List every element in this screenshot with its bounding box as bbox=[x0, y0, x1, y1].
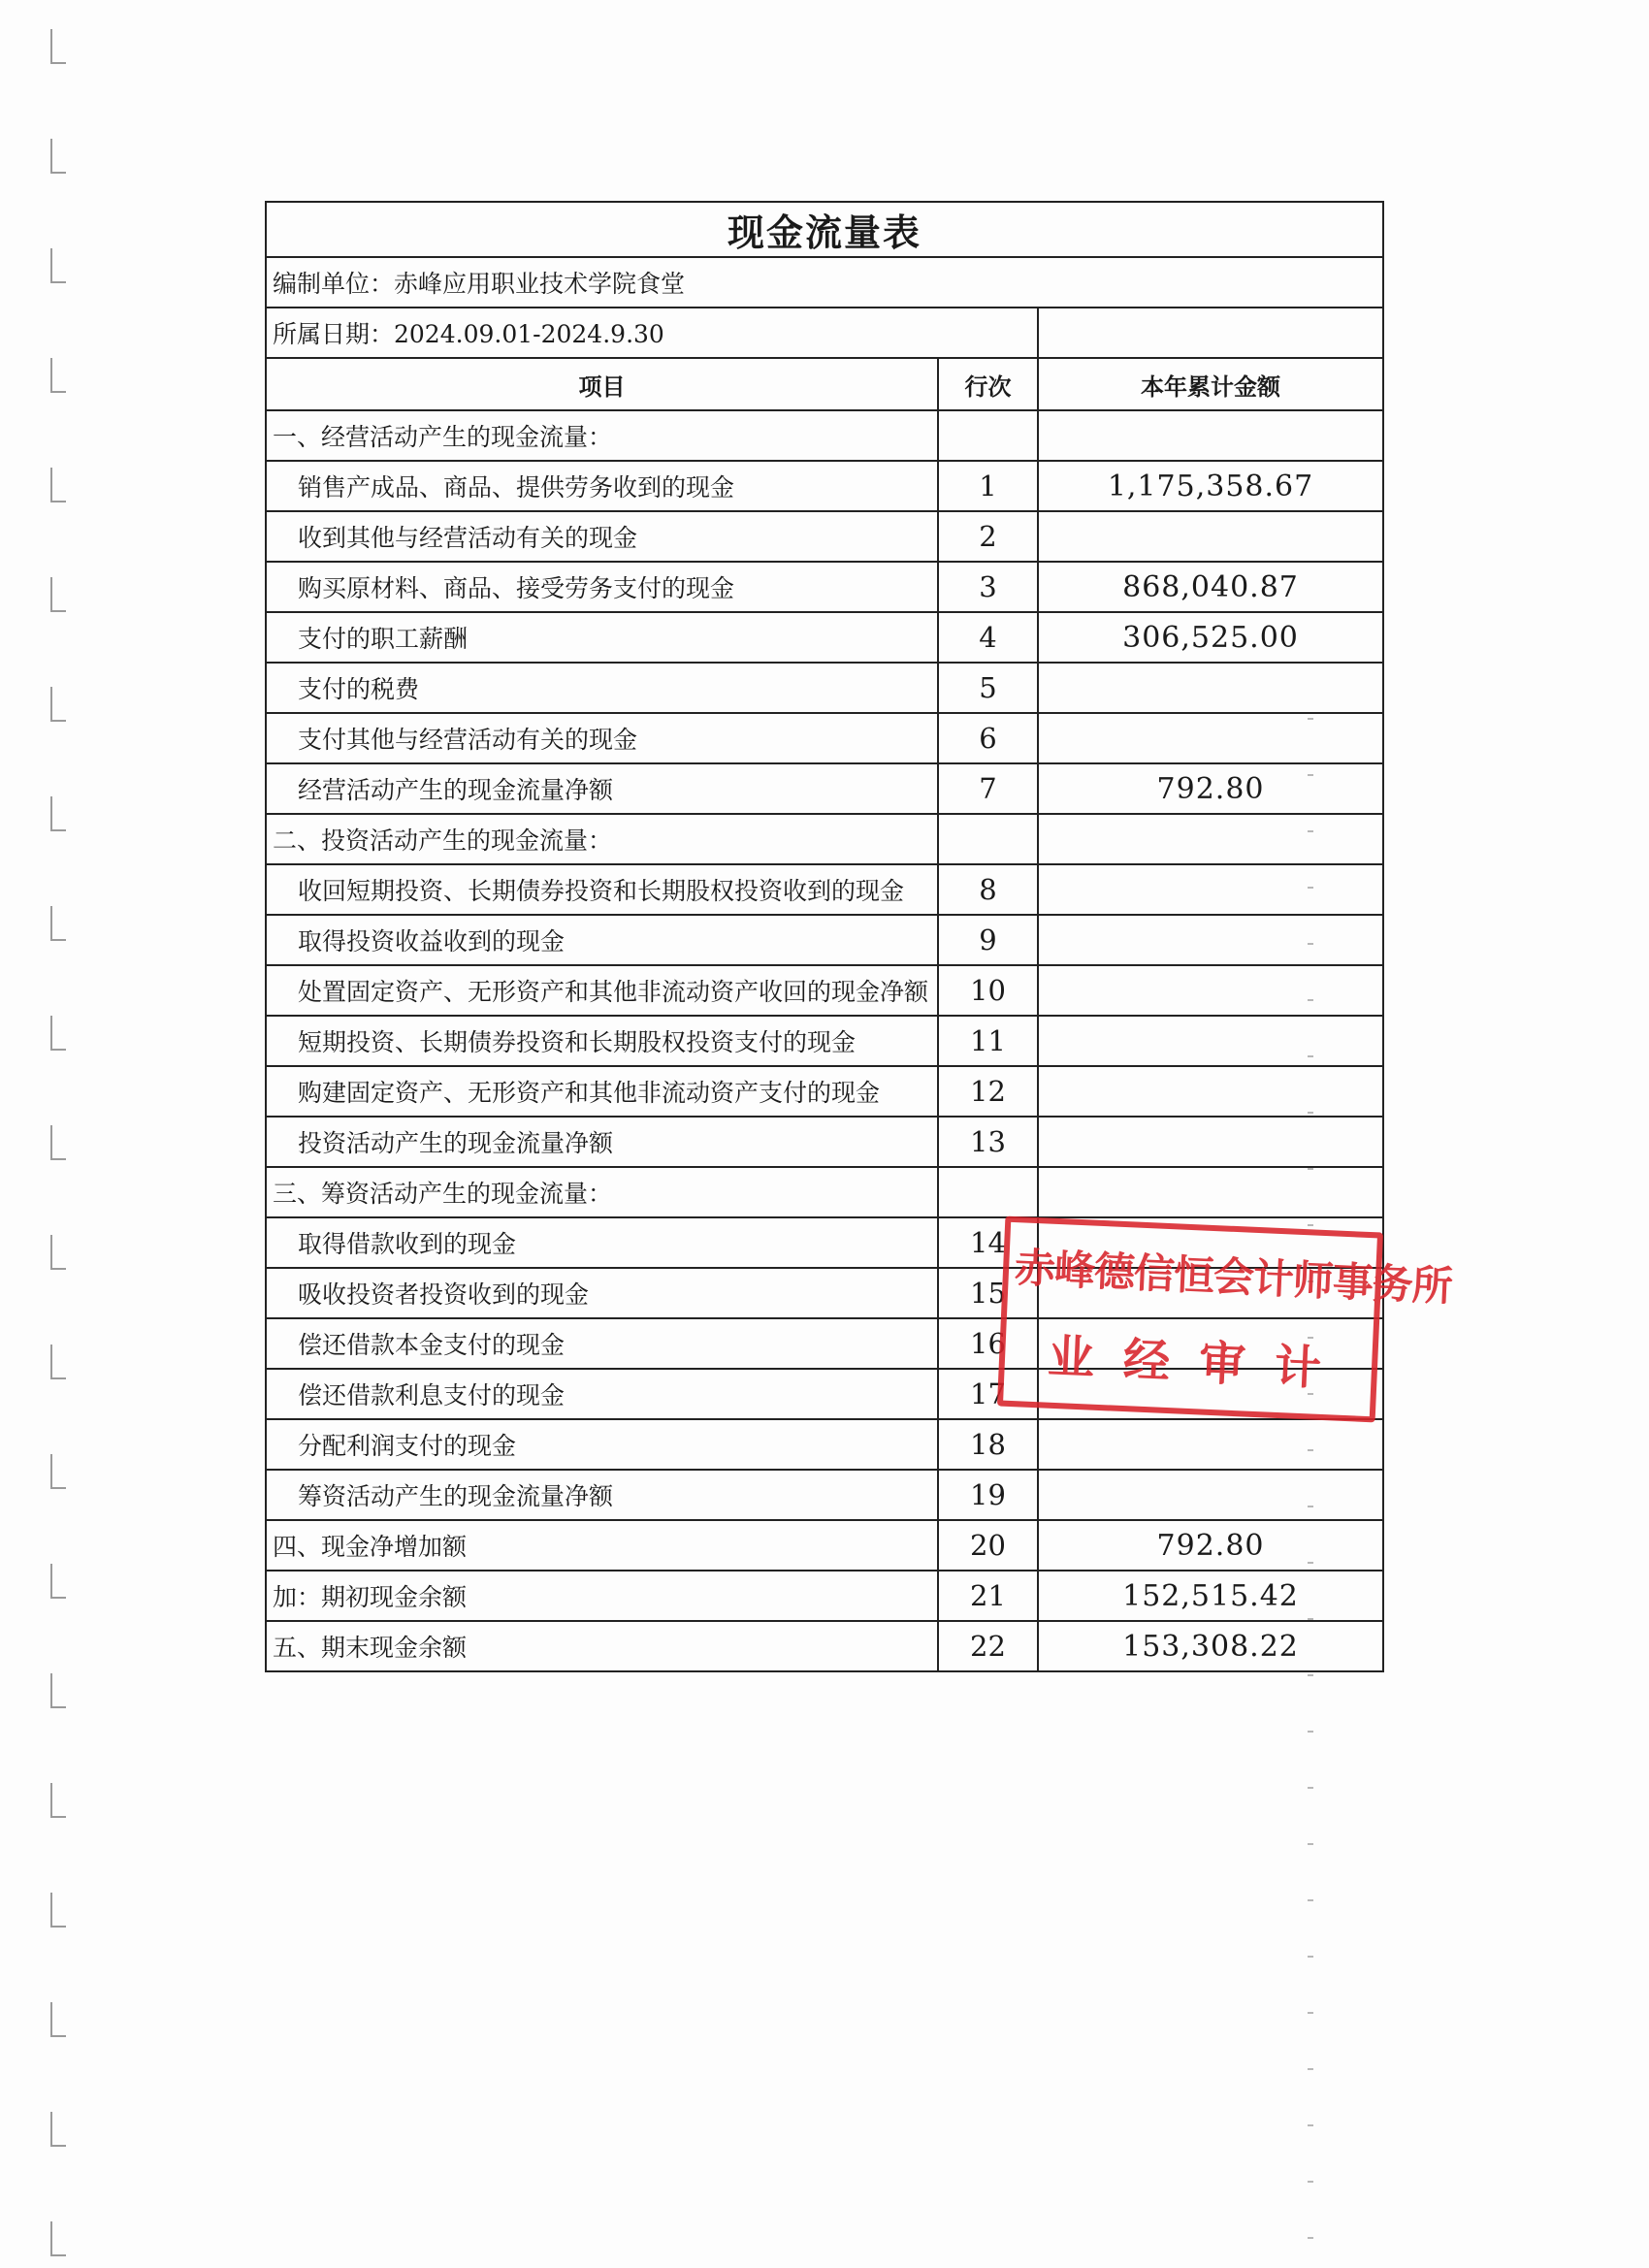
row-item-label: 支付的税费 bbox=[266, 663, 938, 713]
row-amount: 153,308.22 bbox=[1038, 1621, 1383, 1671]
row-line-number: 17 bbox=[938, 1369, 1038, 1419]
row-item-label: 偿还借款利息支付的现金 bbox=[266, 1369, 938, 1419]
row-line-number: 20 bbox=[938, 1520, 1038, 1571]
edge-mark bbox=[1308, 2068, 1313, 2070]
document-title: 现金流量表 bbox=[266, 202, 1383, 257]
row-line-number: 5 bbox=[938, 663, 1038, 713]
row-amount bbox=[1038, 965, 1383, 1016]
audit-seal bbox=[997, 1216, 1453, 1423]
table-row bbox=[266, 1571, 1383, 1621]
binding-mark bbox=[50, 29, 66, 64]
binding-mark bbox=[50, 1454, 66, 1489]
row-amount bbox=[1038, 1167, 1383, 1217]
row-line-number: 13 bbox=[938, 1117, 1038, 1167]
row-amount bbox=[1038, 1066, 1383, 1117]
row-line-number: 22 bbox=[938, 1621, 1038, 1671]
edge-mark bbox=[1308, 2237, 1313, 2239]
row-item-label: 支付的职工薪酬 bbox=[266, 612, 938, 663]
binding-mark bbox=[50, 687, 66, 722]
row-item-label: 吸收投资者投资收到的现金 bbox=[266, 1268, 938, 1318]
edge-mark bbox=[1308, 2124, 1313, 2126]
table-row bbox=[266, 965, 1383, 1016]
binding-mark bbox=[50, 906, 66, 941]
seal-firm-name: 赤峰德信恒会计师事务所 bbox=[1014, 1244, 1453, 1311]
binding-mark bbox=[50, 358, 66, 393]
row-line-number: 12 bbox=[938, 1066, 1038, 1117]
binding-mark bbox=[50, 2221, 66, 2256]
title-row bbox=[266, 202, 1383, 257]
binding-mark bbox=[50, 796, 66, 831]
row-item-label: 处置固定资产、无形资产和其他非流动资产收回的现金净额 bbox=[266, 965, 938, 1016]
table-row bbox=[266, 864, 1383, 915]
period-blank-cell bbox=[1038, 308, 1383, 358]
row-line-number: 9 bbox=[938, 915, 1038, 965]
row-amount: 868,040.87 bbox=[1038, 562, 1383, 612]
row-line-number: 10 bbox=[938, 965, 1038, 1016]
header-item: 项目 bbox=[266, 358, 938, 410]
row-line-number: 3 bbox=[938, 562, 1038, 612]
row-amount bbox=[1038, 663, 1383, 713]
row-item-label: 购建固定资产、无形资产和其他非流动资产支付的现金 bbox=[266, 1066, 938, 1117]
edge-mark bbox=[1308, 2181, 1313, 2183]
row-amount: 152,515.42 bbox=[1038, 1571, 1383, 1621]
row-item-label: 五、期末现金余额 bbox=[266, 1621, 938, 1671]
binding-mark bbox=[50, 1016, 66, 1051]
row-line-number: 14 bbox=[938, 1217, 1038, 1268]
binding-mark bbox=[50, 1893, 66, 1928]
binding-mark bbox=[50, 1125, 66, 1160]
row-amount bbox=[1038, 511, 1383, 562]
row-amount: 792.80 bbox=[1038, 1520, 1383, 1571]
binding-mark bbox=[50, 139, 66, 174]
row-line-number: 2 bbox=[938, 511, 1038, 562]
row-amount bbox=[1038, 1016, 1383, 1066]
row-item-label: 取得借款收到的现金 bbox=[266, 1217, 938, 1268]
row-item-label: 收到其他与经营活动有关的现金 bbox=[266, 511, 938, 562]
row-amount: 306,525.00 bbox=[1038, 612, 1383, 663]
edge-mark bbox=[1308, 1674, 1313, 1676]
row-line-number: 15 bbox=[938, 1268, 1038, 1318]
row-amount: 792.80 bbox=[1038, 763, 1383, 814]
row-item-label: 销售产成品、商品、提供劳务收到的现金 bbox=[266, 461, 938, 511]
edge-mark bbox=[1308, 2012, 1313, 2014]
row-item-label: 短期投资、长期债券投资和长期股权投资支付的现金 bbox=[266, 1016, 938, 1066]
row-line-number: 1 bbox=[938, 461, 1038, 511]
row-item-label: 支付其他与经营活动有关的现金 bbox=[266, 713, 938, 763]
edge-mark bbox=[1308, 1843, 1313, 1845]
binding-mark bbox=[50, 1783, 66, 1818]
binding-hole-marks bbox=[0, 0, 97, 2268]
row-amount bbox=[1038, 1470, 1383, 1520]
row-line-number: 6 bbox=[938, 713, 1038, 763]
row-item-label: 加：期初现金余额 bbox=[266, 1571, 938, 1621]
table-row bbox=[266, 1066, 1383, 1117]
compiling-unit: 编制单位：赤峰应用职业技术学院食堂 bbox=[266, 257, 1383, 308]
row-line-number: 4 bbox=[938, 612, 1038, 663]
row-line-number bbox=[938, 814, 1038, 864]
period-row bbox=[266, 308, 1383, 358]
table-row bbox=[266, 511, 1383, 562]
table-row bbox=[266, 713, 1383, 763]
row-amount bbox=[1038, 1419, 1383, 1470]
table-row bbox=[266, 410, 1383, 461]
row-item-label: 购买原材料、商品、接受劳务支付的现金 bbox=[266, 562, 938, 612]
binding-mark bbox=[50, 1564, 66, 1599]
row-line-number bbox=[938, 1167, 1038, 1217]
header-line-no: 行次 bbox=[938, 358, 1038, 410]
binding-mark bbox=[50, 2002, 66, 2037]
table-row bbox=[266, 1520, 1383, 1571]
row-line-number: 18 bbox=[938, 1419, 1038, 1470]
row-line-number: 19 bbox=[938, 1470, 1038, 1520]
row-line-number: 16 bbox=[938, 1318, 1038, 1369]
header-row bbox=[266, 358, 1383, 410]
header-amount: 本年累计金额 bbox=[1038, 358, 1383, 410]
row-amount bbox=[1038, 410, 1383, 461]
binding-mark bbox=[50, 577, 66, 612]
table-row bbox=[266, 763, 1383, 814]
binding-mark bbox=[50, 468, 66, 502]
row-item-label: 筹资活动产生的现金流量净额 bbox=[266, 1470, 938, 1520]
table-row bbox=[266, 461, 1383, 511]
row-item-label: 四、现金净增加额 bbox=[266, 1520, 938, 1571]
row-line-number: 7 bbox=[938, 763, 1038, 814]
row-item-label: 分配利润支付的现金 bbox=[266, 1419, 938, 1470]
table-row bbox=[266, 663, 1383, 713]
row-line-number: 11 bbox=[938, 1016, 1038, 1066]
row-amount: 1,175,358.67 bbox=[1038, 461, 1383, 511]
edge-mark bbox=[1308, 1731, 1313, 1733]
row-line-number: 21 bbox=[938, 1571, 1038, 1621]
row-amount bbox=[1038, 864, 1383, 915]
row-amount bbox=[1038, 814, 1383, 864]
table-row bbox=[266, 814, 1383, 864]
row-amount bbox=[1038, 713, 1383, 763]
seal-audited-text: 业经审计 bbox=[1046, 1329, 1352, 1398]
row-item-label: 偿还借款本金支付的现金 bbox=[266, 1318, 938, 1369]
binding-mark bbox=[50, 1345, 66, 1379]
cash-flow-statement-table bbox=[265, 201, 1384, 1672]
unit-row bbox=[266, 257, 1383, 308]
row-item-label: 取得投资收益收到的现金 bbox=[266, 915, 938, 965]
row-amount bbox=[1038, 915, 1383, 965]
edge-mark bbox=[1308, 1787, 1313, 1789]
row-item-label: 一、经营活动产生的现金流量： bbox=[266, 410, 938, 461]
table-row bbox=[266, 1419, 1383, 1470]
table-row bbox=[266, 915, 1383, 965]
edge-mark bbox=[1308, 1899, 1313, 1901]
binding-mark bbox=[50, 1235, 66, 1270]
row-item-label: 三、筹资活动产生的现金流量： bbox=[266, 1167, 938, 1217]
row-item-label: 二、投资活动产生的现金流量： bbox=[266, 814, 938, 864]
row-item-label: 经营活动产生的现金流量净额 bbox=[266, 763, 938, 814]
row-item-label: 投资活动产生的现金流量净额 bbox=[266, 1117, 938, 1167]
binding-mark bbox=[50, 1673, 66, 1708]
edge-mark bbox=[1308, 1956, 1313, 1958]
table-row bbox=[266, 1167, 1383, 1217]
table-row bbox=[266, 1016, 1383, 1066]
reporting-period: 所属日期：2024.09.01-2024.9.30 bbox=[266, 308, 1038, 358]
table-row bbox=[266, 562, 1383, 612]
table-row bbox=[266, 1470, 1383, 1520]
table-row bbox=[266, 612, 1383, 663]
row-line-number: 8 bbox=[938, 864, 1038, 915]
row-amount bbox=[1038, 1117, 1383, 1167]
table-row bbox=[266, 1117, 1383, 1167]
table-row bbox=[266, 1621, 1383, 1671]
row-item-label: 收回短期投资、长期债券投资和长期股权投资收到的现金 bbox=[266, 864, 938, 915]
binding-mark bbox=[50, 2112, 66, 2147]
binding-mark bbox=[50, 248, 66, 283]
row-line-number bbox=[938, 410, 1038, 461]
